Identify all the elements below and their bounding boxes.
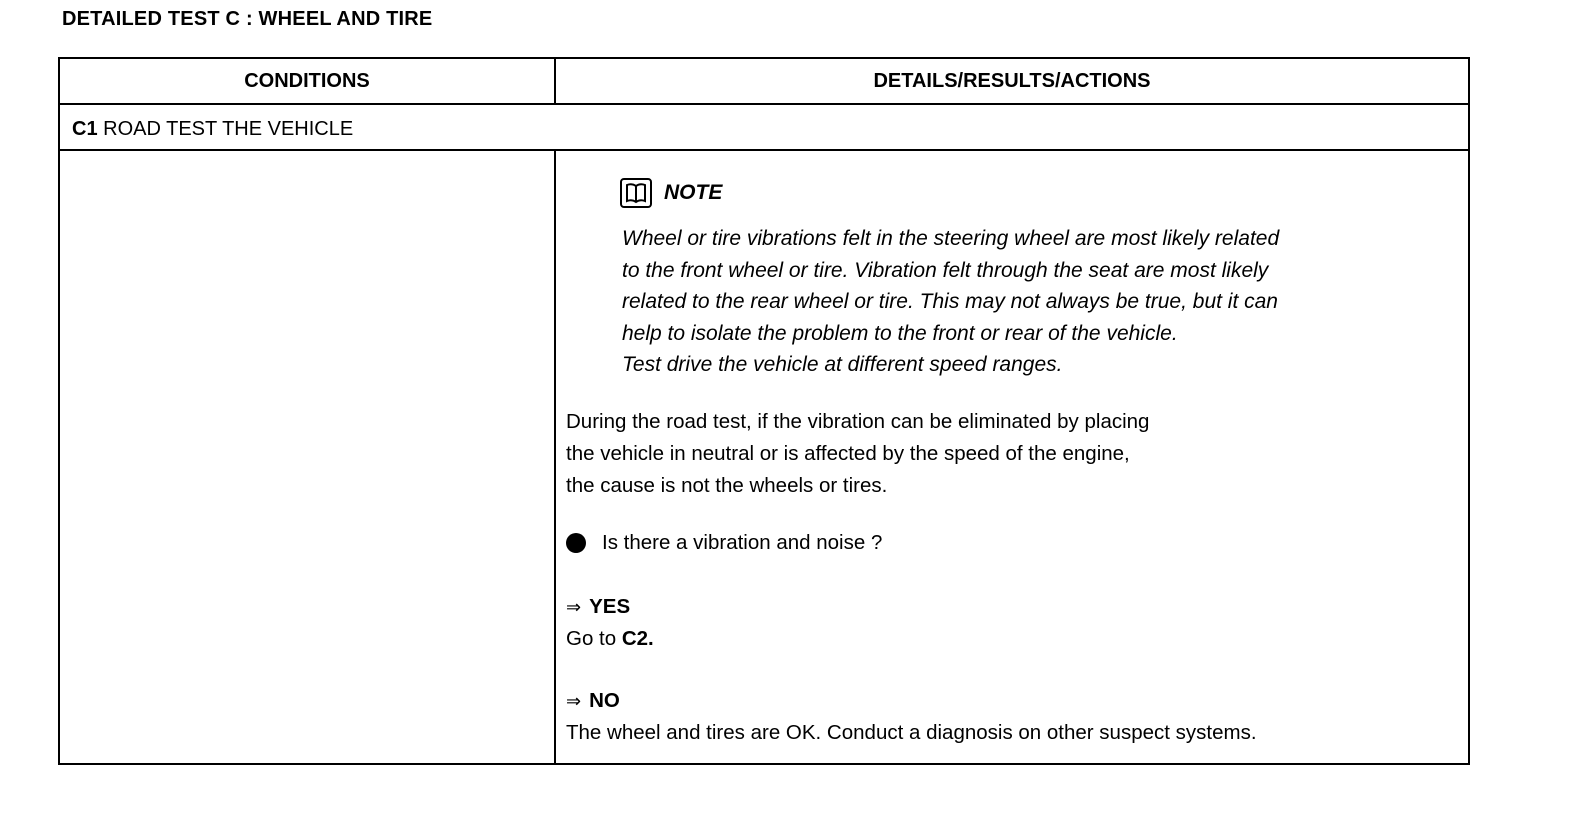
conditions-column-header: CONDITIONS: [244, 70, 370, 92]
yes-action-target: C2.: [621, 627, 654, 650]
note-text: [622, 223, 1482, 381]
paragraph-line: the cause is not the wheels or tires.: [566, 474, 888, 497]
yes-action-prefix: Go to: [566, 627, 622, 650]
note-line: help to isolate the problem to the front or rear of the vehicle.: [622, 321, 1178, 345]
page-title: DETAILED TEST C : WHEEL AND TIRE: [62, 8, 433, 30]
yes-label: YES: [589, 595, 631, 618]
note-header: [620, 175, 722, 211]
note-line: related to the rear wheel or tire. This may not always be true, but it can: [622, 290, 1278, 313]
question-text: Is there a vibration and noise ?: [602, 531, 883, 554]
no-action: The wheel and tires are OK. Conduct a diagnosis on other suspect systems.: [566, 721, 1257, 744]
road-test-paragraph: [566, 406, 1149, 502]
body-divider: [554, 151, 556, 763]
step-row: [72, 109, 353, 149]
step-id: C1: [72, 118, 98, 140]
step-rule: [60, 149, 1468, 151]
manual-book-icon: [620, 178, 652, 208]
yes-answer: [566, 591, 654, 655]
paragraph-line: the vehicle in neutral or is affected by the speed of the engine,: [566, 442, 1130, 465]
header-divider: [554, 59, 556, 103]
details-column-header: DETAILS/RESULTS/ACTIONS: [873, 70, 1151, 92]
no-answer: [566, 685, 1257, 749]
paragraph-line: During the road test, if the vibration can be eliminated by placing: [566, 410, 1150, 433]
header-rule: [60, 103, 1468, 105]
diagnostic-table: [58, 57, 1470, 765]
arrow-icon: ⇒: [566, 691, 582, 711]
note-line: Wheel or tire vibrations felt in the steering wheel are most likely related: [622, 227, 1280, 250]
note-label: NOTE: [664, 181, 723, 204]
no-label: NO: [589, 689, 620, 712]
note-line: to the front wheel or tire. Vibration felt through the seat are most likely: [622, 258, 1269, 282]
arrow-icon: ⇒: [566, 597, 582, 617]
bullet-icon: [566, 533, 586, 553]
step-label: ROAD TEST THE VEHICLE: [103, 118, 354, 140]
question: [566, 531, 882, 555]
note-line: Test drive the vehicle at different speed ranges.: [622, 353, 1063, 376]
